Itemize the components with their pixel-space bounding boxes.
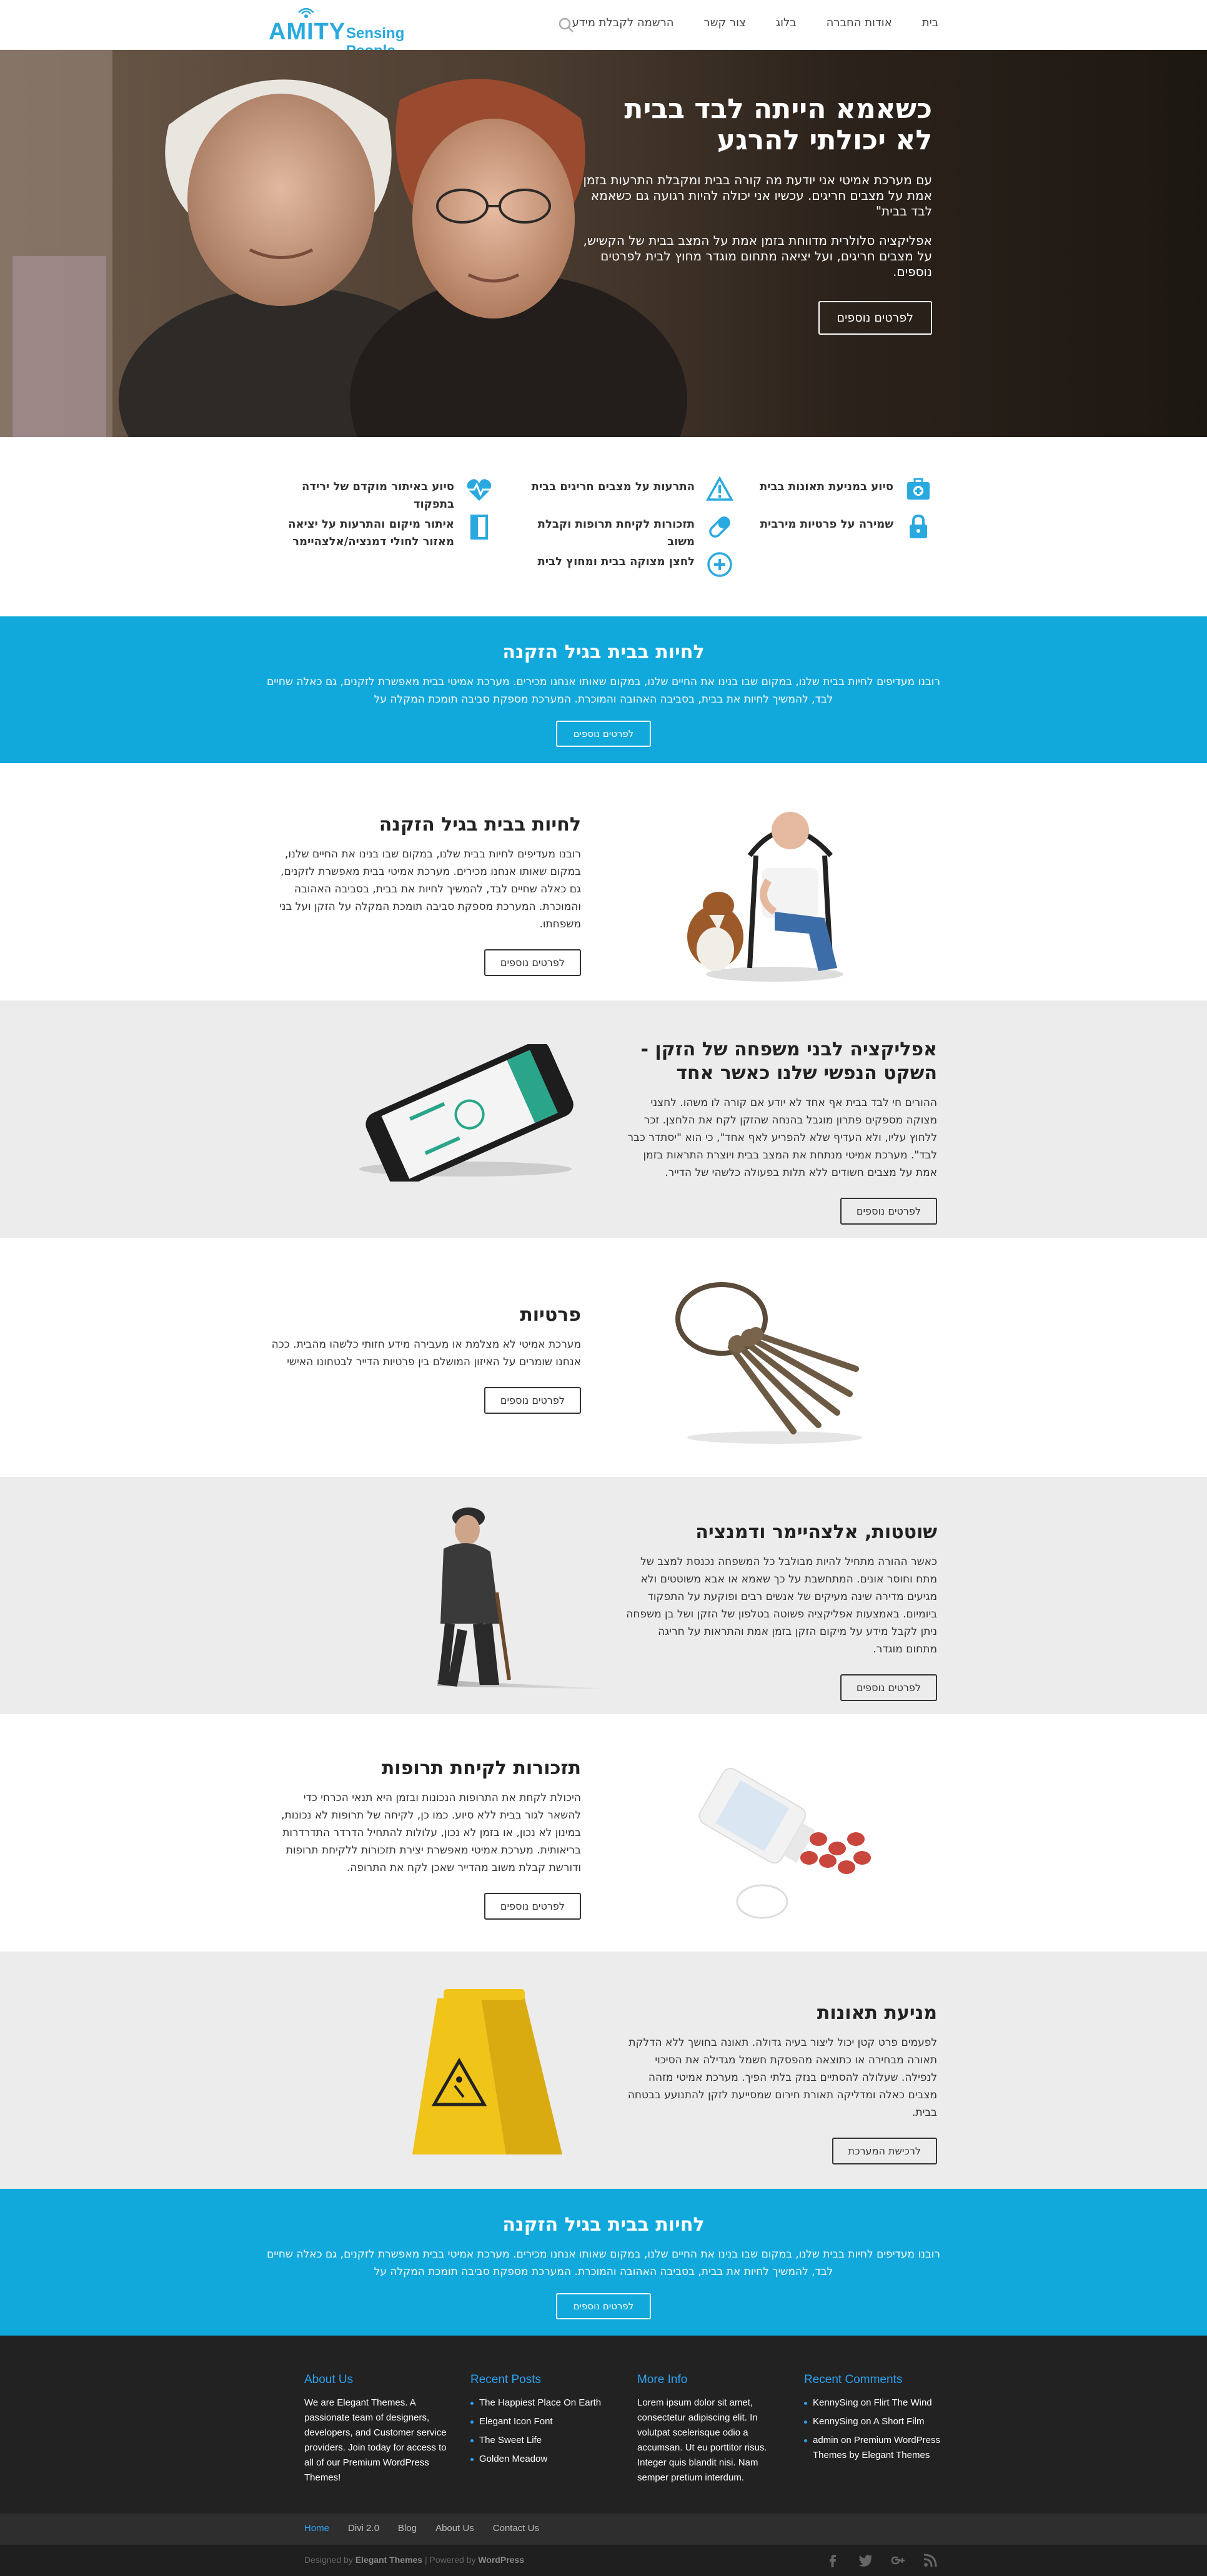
first-aid-kit-icon	[905, 476, 932, 503]
section-title: מניעת תאונות	[817, 2002, 937, 2024]
keys-photo	[662, 1269, 868, 1450]
footer-menu	[304, 2523, 539, 2534]
section-more-button[interactable]: לפרטים נוספים	[484, 1893, 581, 1920]
footer-menu-divi[interactable]: Divi 2.0	[348, 2523, 380, 2534]
google-plus-icon[interactable]	[890, 2552, 906, 2569]
credit-wordpress-link[interactable]: WordPress	[478, 2555, 525, 2565]
section-title: לחיות בבית בגיל הזקנה	[379, 814, 581, 836]
section-title: פרטיות	[520, 1304, 581, 1326]
section-privacy	[0, 1238, 1207, 1477]
feature-item	[750, 516, 893, 533]
footer-menu-home[interactable]: Home	[304, 2523, 330, 2534]
footer-about-title: About Us	[304, 2373, 354, 2386]
section-family-app	[0, 1000, 1207, 1238]
hero-title: כשאמא הייתה לבד בבית לא יכולתי להרגע	[624, 93, 932, 156]
footer-post-link[interactable]: The Sweet Life	[470, 2433, 614, 2448]
section-more-button[interactable]: לפרטים נוספים	[484, 1387, 581, 1414]
feature-label: שמירה על פרטיות מירבית	[760, 518, 893, 531]
heart-pulse-icon	[465, 476, 493, 503]
footer-comment-link[interactable]: KennySing on Flirt The Wind	[804, 2396, 948, 2411]
footer-menu-about[interactable]: About Us	[435, 2523, 474, 2534]
footer-post-link[interactable]: The Happiest Place On Earth	[470, 2396, 614, 2411]
section-body: מערכת אמיטי לא מצלמת או מעבירה מידע חזותי כלשהו מהבית. ככה אנחנו שומרים על האיזון המושלם בין פרטיות הדייר לבטחונו האישי	[271, 1338, 581, 1368]
nav-item-contact[interactable]: צור קשר	[703, 16, 746, 29]
feature-item	[507, 478, 695, 496]
logo-tagline: Sensing	[346, 25, 405, 42]
footer-about-text: We are Elegant Themes. A passionate team of designers, developers, and Customer service providers. Join today for access to all of our Premium WordPress Themes!	[304, 2397, 447, 2483]
section-text	[269, 1757, 581, 1920]
feature-label: סיוע במניעת תאונות בבית	[759, 480, 893, 493]
lock-icon	[905, 513, 932, 541]
signal-icon	[294, 7, 319, 19]
section-title: תזכורות לקיחת תרופות	[381, 1757, 581, 1779]
rss-icon[interactable]	[922, 2552, 938, 2569]
section-living-at-home	[0, 763, 1207, 1000]
section-text	[625, 1038, 937, 1225]
nav-item-about[interactable]: אודות החברה	[826, 16, 892, 29]
footer-widgets	[0, 2336, 1207, 2514]
facebook-icon[interactable]	[825, 2552, 841, 2569]
elderly-man-with-dog-photo	[681, 781, 850, 987]
smartphone-app-photo	[350, 1044, 581, 1182]
section-medication	[0, 1714, 1207, 1952]
pill-bottle-photo	[675, 1745, 881, 1927]
banner-title: לחיות בבית בגיל הזקנה	[502, 641, 705, 663]
footer-menu-contact[interactable]: Contact Us	[492, 2523, 539, 2534]
section-buy-button[interactable]: לרכישת המערכת	[832, 2138, 937, 2164]
features-section	[0, 437, 1207, 616]
section-dementia	[0, 1477, 1207, 1714]
feature-item	[507, 516, 695, 551]
nav-item-blog[interactable]: בלוג	[775, 16, 797, 29]
footer-menu-bar	[0, 2514, 1207, 2545]
section-body: לפעמים פרט קטן יכול ליצור בעיה גדולה. תאונה בחושך ללא הדלקת תאורה מבחירה או כתוצאה מהפסקת חשמל מגדילה את הסיכוי לנפילה. שעלולה להסתיים בנזק בלתי הפיך. מערכת אמיטי מזהה מצבים כאלה ומדליקה תאורת חירום שמסייעת לזקן להתנועע בבטחה בבית.	[627, 2036, 937, 2119]
cta-banner-bottom	[0, 2189, 1207, 2336]
banner-more-button[interactable]: לפרטים נוספים	[556, 2293, 652, 2319]
door-icon	[465, 513, 493, 541]
section-title: אפליקציה לבני משפחה של הזקן - השקט הנפשי שלנו כאשר אחד	[640, 1039, 937, 1084]
section-body: היכולת לקחת את התרופות הנכונות ובזמן היא תנאי הכרחי כדי להשאר לגור בבית ללא סיוע. כמו כן, לקיחה של תרופות לא נכונות, במינון לא נכון, או בזמן לא נכון, עלולות להתחיל הדרדר התדרדרות בריאותית. מערכת אמיטי מאפשרת יצירת תזכורות ללקיחת תרופות ודורשת קבלת משוב מהדייר שאכן לקח את התרופה.	[281, 1792, 581, 1874]
footer-info-title: More Info	[637, 2373, 688, 2386]
twitter-icon[interactable]	[857, 2552, 873, 2569]
footer-menu-blog[interactable]: Blog	[398, 2523, 417, 2534]
banner-title: לחיות בבית בגיל הזקנה	[502, 2214, 705, 2236]
feature-item	[750, 478, 893, 496]
footer-comments-title: Recent Comments	[804, 2373, 903, 2386]
cta-banner-top	[0, 616, 1207, 763]
hero-paragraph-1: עם מערכת אמיטי אני יודעת מה קורה בבית ומקבלת התרעות בזמן אמת על מצבים חריגים. עכשיו אני יכולה להיות רגועה גם כשאמא לבד בבית"	[583, 172, 932, 219]
footer-credit	[304, 2555, 524, 2565]
banner-text: רובנו מעדיפים לחיות בבית שלנו, במקום שבו בנינו את החיים שלנו, במקום שאותו אנחנו מכירים. מערכת אמיטי בבית מאפשרת לזקנים, גם כאלה שחיים לבד, להמשיך לחיות את בבית, בסביבה האהובה והמוכרת. המערכת מספקת סביבה תומכת המקלה על	[267, 676, 940, 706]
hero-section	[0, 50, 1207, 437]
footer-post-link[interactable]: Golden Meadow	[470, 2452, 614, 2467]
warning-triangle-icon	[706, 476, 733, 503]
hero-more-button[interactable]: לפרטים נוספים	[818, 301, 932, 335]
footer-more-info	[637, 2373, 781, 2485]
footer-comment-link[interactable]: admin on Premium WordPress Themes by Elegant Themes	[804, 2433, 948, 2463]
section-body: רובנו מעדיפים לחיות בבית שלנו, במקום שבו בנינו את החיים שלנו, במקום שאותו אנחנו מכירים. מערכת אמיטי בבית מאפשרת לזקנים, גם כאלה שחיים לבד, להמשיך לחיות את בבית, בסביבה האהובה והמוכרת. המערכת מספקת סביבה תומכת המקלה על הזקן ועל בני משפחתו.	[279, 848, 581, 930]
wet-floor-sign-photo	[412, 1986, 575, 2167]
logo-brand: AMITY	[269, 19, 346, 45]
credit-mid: | Powered by	[422, 2555, 476, 2565]
feature-label: לחצן מצוקה בבית ומחוץ לבית	[537, 555, 695, 568]
section-body: כאשר ההורה מתחיל להיות מבולבל כל המשפחה נכנסת למצב של מתח וחוסר אונים. המתחשבת על כך שאמא או אבא משוטטים ולא מגיעים מדירה שינה מעיקים של אנשים רבים ופוקעת על התפקוד ביומיום. באמצעות אפליקציה פשוטה בטלפון של הזקן ושל בן משפחה ניתן לקבל מידע על מיקום הזקן בזמן אמת והתראות על חריגה מתחום מוגדר.	[626, 1556, 937, 1656]
feature-item	[267, 516, 454, 551]
footer-recent-comments	[804, 2373, 948, 2467]
social-links	[825, 2552, 938, 2569]
section-title: שוטטות, אלצהיימר ודמנציה	[695, 1521, 937, 1543]
footer-about	[304, 2373, 448, 2485]
section-text	[269, 813, 581, 976]
hero-text	[582, 94, 932, 335]
feature-label: איתור מיקום והתרעות על יציאה מאזור לחולי דמנציה/אלצהיימר	[288, 518, 454, 548]
section-text	[269, 1303, 581, 1414]
feature-label: תזכורות לקיחת תרופות וקבלת משוב	[537, 518, 695, 548]
plus-circle-icon	[706, 551, 733, 578]
banner-text: רובנו מעדיפים לחיות בבית שלנו, במקום שבו בנינו את החיים שלנו, במקום שאותו אנחנו מכירים. מערכת אמיטי בבית מאפשרת לזקנים, גם כאלה שחיים לבד, להמשיך לחיות את בבית, בסביבה האהובה והמוכרת. המערכת מספקת סביבה תומכת המקלה על	[267, 2248, 940, 2278]
feature-item	[267, 478, 454, 513]
credit-brand-link[interactable]: Elegant Themes	[355, 2555, 423, 2565]
feature-label: סיוע באיתור מוקדם של ירידה בתפקוד	[302, 480, 454, 511]
footer-bottom	[0, 2545, 1207, 2576]
footer-info-text: Lorem ipsum dolor sit amet, consectetur adipiscing elit. In volutpat scelerisque odio a accumsan. Ut eu porttitor risus. Integer quis blandit nisi. Nam semper pretium interdum.	[637, 2397, 767, 2483]
section-accident-prevention	[0, 1952, 1207, 2189]
section-text	[625, 2001, 937, 2164]
nav-item-register[interactable]: הרשמה לקבלת מידע	[572, 16, 674, 29]
footer-comment-link[interactable]: KennySing on A Short Film	[804, 2414, 948, 2429]
section-body: ההורים חי לבד בבית אף אחד לא יודע אם קורה לו משהו. לחצני מצוקה מספקים פתרון מוגבל בהנחה שהזקן לקח את הלחצן. זכר ללחוץ עליו, ולא העדיף שלא להפריע לאף אחד", כי הוא "יסתדר כבר לבד". מערכת אמיטי מנתחת את המצב בבית ויוצרת התראות בזמן אמת על מצבים חשודים ללא תלות בפעולה כלשהי של הדייר.	[627, 1097, 937, 1179]
footer-recent-posts	[470, 2373, 614, 2470]
feature-label: התרעות על מצבים חריגים בבית	[531, 480, 695, 493]
credit-prefix: Designed by	[304, 2555, 353, 2565]
main-nav	[572, 16, 938, 34]
elderly-walking-cane-photo	[375, 1499, 625, 1699]
section-more-button[interactable]: לפרטים נוספים	[840, 1674, 937, 1701]
pill-icon	[706, 513, 733, 541]
hero-paragraph-2: אפליקציה סלולרית מדווחת בזמן אמת על המצב בבית של הקשיש, על מצבים חריגים, ועל יציאה מתחום מוגדר מחוץ לבית לפרטים נוספים.	[583, 233, 932, 279]
section-more-button[interactable]: לפרטים נוספים	[840, 1198, 937, 1225]
section-more-button[interactable]: לפרטים נוספים	[484, 949, 581, 976]
banner-more-button[interactable]: לפרטים נוספים	[556, 721, 652, 747]
nav-item-home[interactable]: בית	[921, 16, 938, 29]
section-text	[625, 1521, 937, 1701]
footer-post-link[interactable]: Elegant Icon Font	[470, 2414, 614, 2429]
footer-posts-title: Recent Posts	[470, 2373, 541, 2386]
logo[interactable]	[269, 7, 450, 45]
site-header	[0, 0, 1207, 50]
feature-item	[507, 553, 695, 571]
